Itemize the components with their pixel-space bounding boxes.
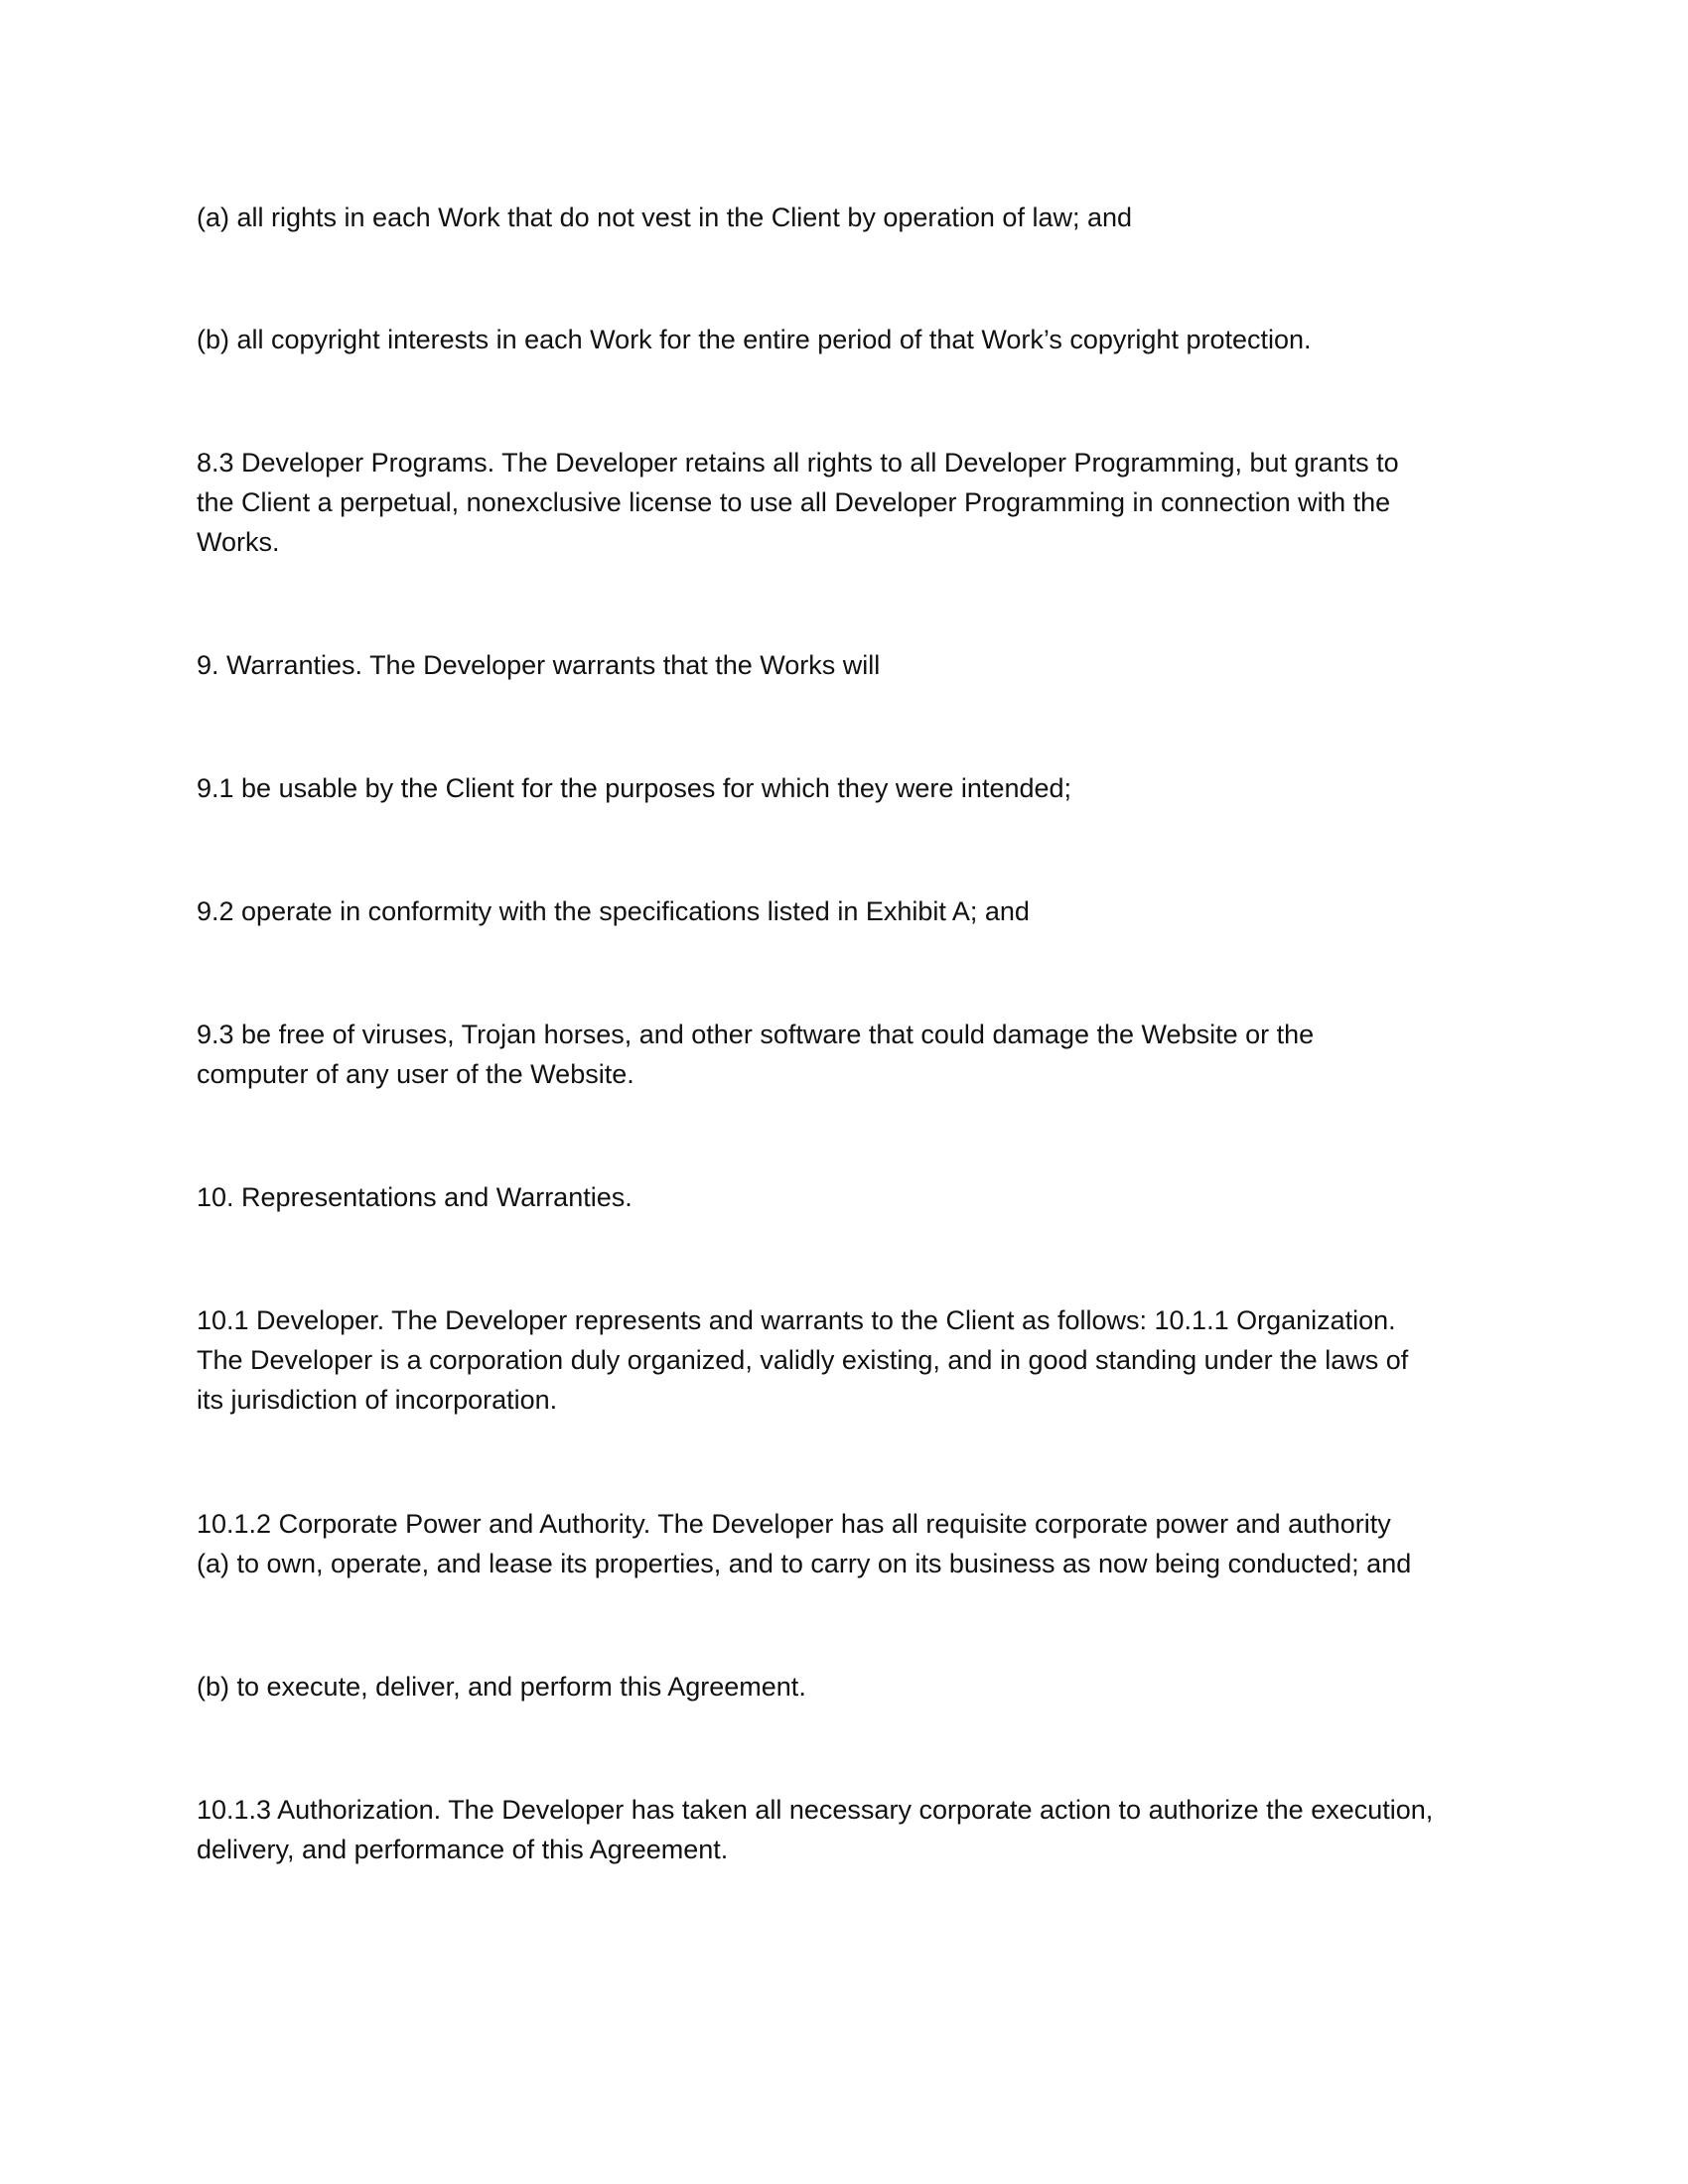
paragraph-9-warranties: [197, 645, 1497, 685]
paragraph-9-1: [197, 768, 1497, 808]
text-line: 9.1 be usable by the Client for the purposes for which they were intended;: [197, 773, 1072, 803]
text-line: The Developer is a corporation duly organized, validly existing, and in good standing under the laws of: [197, 1345, 1409, 1375]
text-line: (a) to own, operate, and lease its properties, and to carry on its business as now being conducted; and: [197, 1549, 1412, 1578]
text-line: Works.: [197, 527, 280, 557]
paragraph-10-representations: [197, 1177, 1497, 1217]
paragraph-10-1-2-b: [197, 1667, 1497, 1706]
text-line: 10.1.2 Corporate Power and Authority. The Developer has all requisite corporate power and authority: [197, 1509, 1391, 1539]
paragraph-10-1-2-corporate-power: [197, 1504, 1497, 1583]
text-line: 9. Warranties. The Developer warrants that the Works will: [197, 650, 881, 680]
text-line: its jurisdiction of incorporation.: [197, 1385, 558, 1415]
text-line: 10. Representations and Warranties.: [197, 1182, 633, 1212]
text-line: (a) all rights in each Work that do not vest in the Client by operation of law; and: [197, 203, 1133, 232]
paragraph-10-1-developer: [197, 1300, 1497, 1420]
paragraph-9-2: [197, 891, 1497, 931]
text-line: (b) to execute, deliver, and perform this Agreement.: [197, 1672, 806, 1702]
text-line: 8.3 Developer Programs. The Developer retains all rights to all Developer Programming, but grants to: [197, 448, 1399, 478]
text-line: 9.2 operate in conformity with the specifications listed in Exhibit A; and: [197, 896, 1030, 926]
text-line: 10.1 Developer. The Developer represents and warrants to the Client as follows: 10.1.1 Organization.: [197, 1305, 1396, 1335]
text-line: computer of any user of the Website.: [197, 1059, 634, 1089]
text-line: 10.1.3 Authorization. The Developer has taken all necessary corporate action to authorize the execution,: [197, 1795, 1434, 1825]
text-line: delivery, and performance of this Agreement.: [197, 1835, 729, 1864]
paragraph-9-3: [197, 1015, 1497, 1094]
text-line: (b) all copyright interests in each Work for the entire period of that Work’s copyright protection.: [197, 325, 1312, 354]
paragraph-8-3-developer-programs: [197, 443, 1497, 562]
text-line: the Client a perpetual, nonexclusive license to use all Developer Programming in connection with the: [197, 487, 1391, 517]
text-line: 9.3 be free of viruses, Trojan horses, and other software that could damage the Website or the: [197, 1020, 1315, 1049]
paragraph-8-2-b: [197, 320, 1497, 359]
paragraph-10-1-3-authorization: [197, 1790, 1497, 1869]
paragraph-8-2-a: [197, 198, 1497, 237]
